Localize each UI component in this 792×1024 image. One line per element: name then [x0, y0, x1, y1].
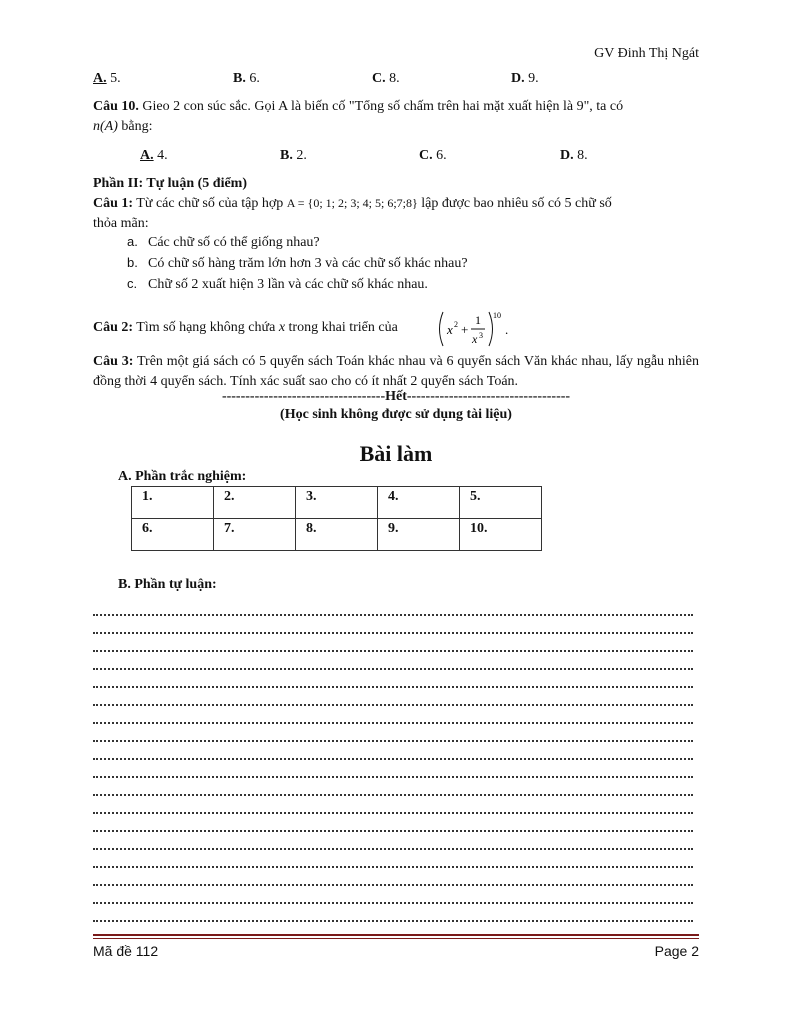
answer-cell-9[interactable]: 9. — [378, 519, 460, 551]
writing-line[interactable] — [93, 598, 693, 616]
writing-line[interactable] — [93, 616, 693, 634]
answer-cell-8[interactable]: 8. — [296, 519, 378, 551]
q9-option-b: B. 6. — [233, 71, 260, 86]
c1-text: Câu 1: Từ các chữ số của tập hợp A = {0; 1; 2; 3; 4; 5; 6;7;8} lập được bao nhiêu số có 5 chữ số thỏa mãn: — [93, 196, 612, 231]
q9-option-c: C. 8. — [372, 71, 400, 86]
answer-cell-7[interactable]: 7. — [214, 519, 296, 551]
header-teacher: GV Đinh Thị Ngát — [594, 46, 699, 61]
writing-line[interactable] — [93, 742, 693, 760]
answer-cell-6[interactable]: 6. — [132, 519, 214, 551]
answer-cell-4[interactable]: 4. — [378, 487, 460, 519]
svg-text:.: . — [505, 322, 509, 337]
c1-item-b: b. Có chữ số hàng trăm lớn hơn 3 và các chữ số khác nhau? — [127, 255, 468, 271]
writing-line[interactable] — [93, 670, 693, 688]
answer-cell-1[interactable]: 1. — [132, 487, 214, 519]
svg-text:3: 3 — [479, 331, 483, 340]
q10-option-d: D. 8. — [560, 148, 588, 163]
writing-line[interactable] — [93, 886, 693, 904]
writing-line[interactable] — [93, 688, 693, 706]
svg-text:x: x — [472, 332, 478, 346]
writing-line[interactable] — [93, 724, 693, 742]
writing-line[interactable] — [93, 652, 693, 670]
answer-cell-10[interactable]: 10. — [460, 519, 542, 551]
part2-heading: Phần II: Tự luận (5 điểm) — [93, 176, 248, 191]
q9-options — [93, 71, 699, 91]
footer-divider-thin — [93, 938, 699, 939]
answer-cell-3[interactable]: 3. — [296, 487, 378, 519]
answer-cell-2[interactable]: 2. — [214, 487, 296, 519]
q10-math: n(A) — [93, 119, 118, 134]
c2-formula — [435, 308, 515, 350]
c1-item-c: c. Chữ số 2 xuất hiện 3 lần và các chữ số khác nhau. — [127, 276, 428, 292]
c1-item-a: a. Các chữ số có thể giống nhau? — [127, 234, 320, 250]
exam-code: Mã đề 112 — [93, 943, 159, 959]
c2-text: Câu 2: Tìm số hạng không chứa x trong khai triển của — [93, 320, 398, 335]
writing-line[interactable] — [93, 796, 693, 814]
writing-line[interactable] — [93, 814, 693, 832]
writing-line[interactable] — [93, 634, 693, 652]
footer-divider — [93, 934, 699, 936]
writing-line[interactable] — [93, 760, 693, 778]
c1-set: A = {0; 1; 2; 3; 4; 5; 6;7;8} — [286, 196, 418, 210]
svg-text:+: + — [461, 322, 469, 337]
writing-line[interactable] — [93, 868, 693, 886]
q10-text: Câu 10. Gieo 2 con súc sắc. Gọi A là biến cố "Tổng số chấm trên hai mặt xuất hiện là 9", ta có n(A) bằng: — [93, 99, 624, 134]
answer-row — [132, 519, 542, 551]
writing-line[interactable] — [93, 778, 693, 796]
no-materials-note: (Học sinh không được sử dụng tài liệu) — [280, 407, 512, 422]
q10-option-a: A. 4. — [140, 148, 168, 163]
q10-option-b: B. 2. — [280, 148, 307, 163]
answer-cell-5[interactable]: 5. — [460, 487, 542, 519]
svg-text:2: 2 — [454, 320, 458, 329]
svg-text:1: 1 — [475, 313, 481, 327]
writing-line[interactable] — [93, 832, 693, 850]
answer-row — [132, 487, 542, 519]
q9-option-a: A. 5. — [93, 71, 121, 86]
q10-options — [140, 148, 746, 168]
writing-line[interactable] — [93, 904, 693, 922]
section-a-heading: A. Phần trắc nghiệm: — [118, 469, 247, 484]
q9-option-d: D. 9. — [511, 71, 539, 86]
c2-exponent: 10 — [493, 311, 501, 320]
answer-table — [131, 486, 542, 551]
answer-title: Bài làm — [359, 441, 433, 466]
page-number: Page 2 — [654, 943, 699, 959]
q10-option-c: C. 6. — [419, 148, 447, 163]
end-marker: -----------------------------------Hết----------------------------------- — [221, 389, 571, 404]
writing-line[interactable] — [93, 706, 693, 724]
c3-text: Câu 3: Trên một giá sách có 5 quyển sách Toán khác nhau và 6 quyển sách Văn khác nhau, lấy ngẫu nhiên đồng thời 4 quyển sách. Tính xác suất sao cho có ít nhất 2 quyển sách Toán. — [93, 354, 699, 389]
svg-text:x: x — [447, 322, 453, 337]
writing-line[interactable] — [93, 850, 693, 868]
section-b-heading: B. Phần tự luận: — [118, 577, 217, 592]
